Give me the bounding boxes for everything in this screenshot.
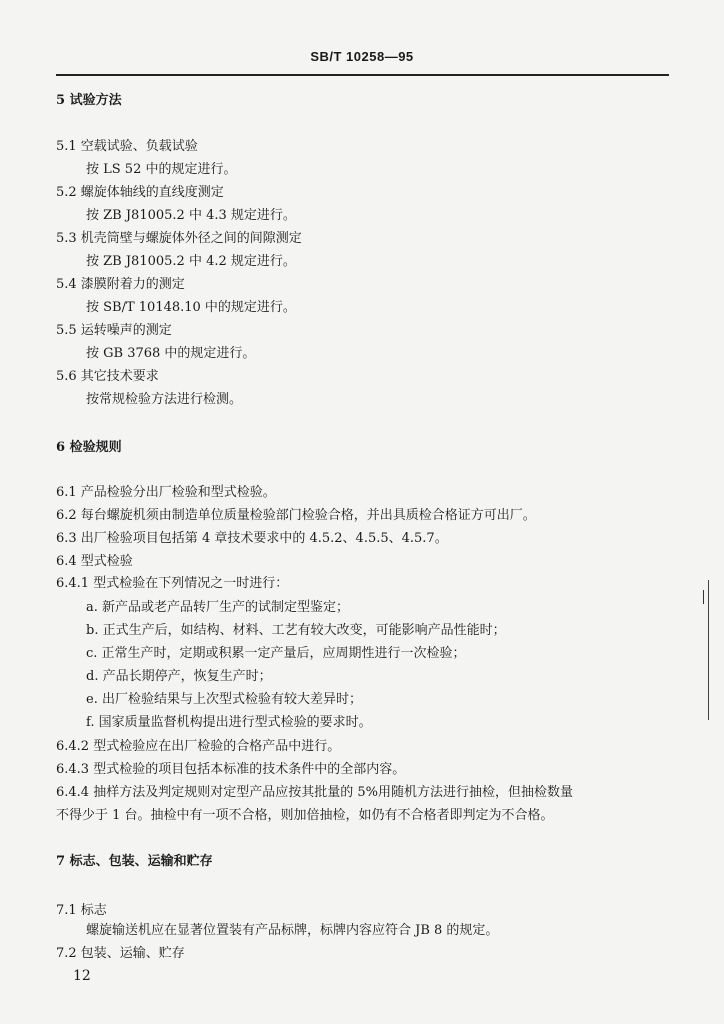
text-line: 按 LS 52 中的规定进行。 [86,162,237,177]
text-line: 螺旋输送机应在显著位置装有产品标牌，标牌内容应符合 JB 8 的规定。 [86,923,499,938]
page-number: 12 [73,968,91,984]
text-line: 按常规检验方法进行检测。 [86,392,243,407]
text-line: 5.1 空载试验、负载试验 [56,139,198,154]
text-line: 6.3 出厂检验项目包括第 4 章技术要求中的 4.5.2、4.5.5、4.5.7。 [56,531,448,546]
text-line: 6.4.3 型式检验的项目包括本标准的技术条件中的全部内容。 [56,762,406,777]
standard-code-header: SB/T 10258—95 [310,49,414,64]
text-line: e. 出厂检验结果与上次型式检验有较大差异时； [86,692,362,707]
text-line: 按 SB/T 10148.10 中的规定进行。 [86,300,296,315]
text-line: 6.4.4 抽样方法及判定规则对定型产品应按其批量的 5%用随机方法进行抽检，但抽检数量 [56,785,573,800]
text-line: 6.2 每台螺旋机须由制造单位质量检验部门检验合格，并出具质检合格证方可出厂。 [56,508,536,523]
text-line: 7.1 标志 [56,903,107,918]
margin-tick [703,590,709,604]
text-line: 6.4.2 型式检验应在出厂检验的合格产品中进行。 [56,739,341,754]
text-line: 5.6 其它技术要求 [56,369,159,384]
text-line: 不得少于 1 台。抽检中有一项不合格，则加倍抽检，如仍有不合格者即判定为不合格。 [56,808,554,823]
text-line: b. 正式生产后，如结构、材料、工艺有较大改变，可能影响产品性能时； [86,623,506,638]
text-line: 按 ZB J81005.2 中 4.3 规定进行。 [86,208,296,223]
section-heading: 7 标志、包装、运输和贮存 [56,854,213,869]
text-line: 7.2 包装、运输、贮存 [56,946,185,961]
text-line: c. 正常生产时，定期或积累一定产量后，应周期性进行一次检验； [86,646,466,661]
section-heading: 5 试验方法 [56,93,122,108]
header-rule [56,74,669,76]
text-line: 5.2 螺旋体轴线的直线度测定 [56,185,224,200]
text-line: 6.4 型式检验 [56,554,133,569]
text-line: 5.5 运转噪声的测定 [56,323,172,338]
text-line: d. 产品长期停产，恢复生产时； [86,669,272,684]
text-line: a. 新产品或老产品转厂生产的试制定型鉴定； [86,600,350,615]
text-line: f. 国家质量监督机构提出进行型式检验的要求时。 [86,715,372,730]
text-line: 按 GB 3768 中的规定进行。 [86,346,256,361]
text-line: 按 ZB J81005.2 中 4.2 规定进行。 [86,254,296,269]
text-line: 6.1 产品检验分出厂检验和型式检验。 [56,485,276,500]
section-heading: 6 检验规则 [56,440,122,455]
text-line: 5.4 漆膜附着力的测定 [56,277,185,292]
text-line: 6.4.1 型式检验在下列情况之一时进行： [56,576,289,591]
text-line: 5.3 机壳筒壁与螺旋体外径之间的间隙测定 [56,231,302,246]
